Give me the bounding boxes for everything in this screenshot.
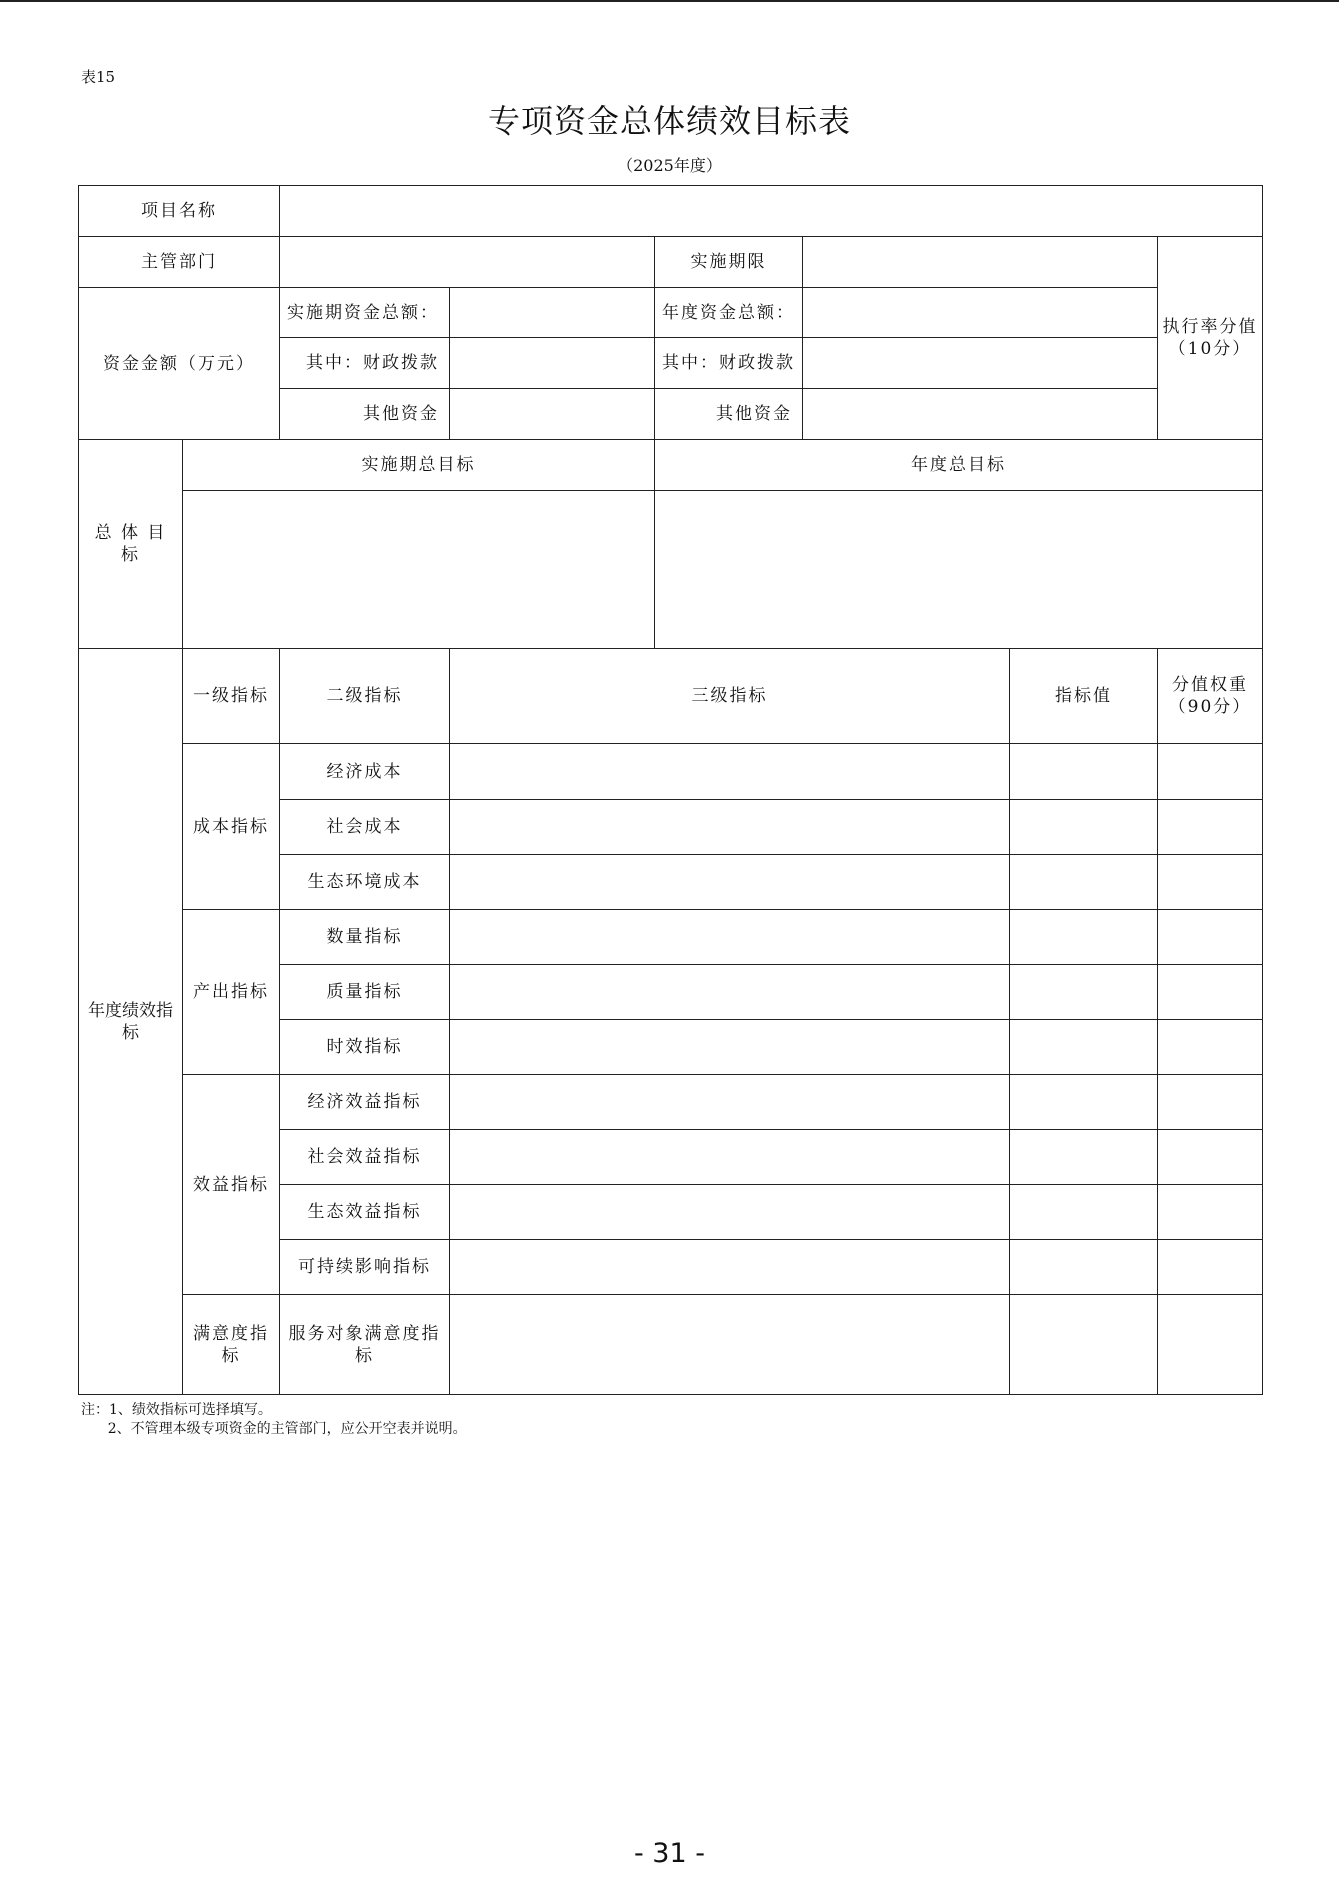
indicator-item-label: 质量指标 (280, 965, 450, 1020)
indicator-group-label: 产出指标 (183, 910, 280, 1075)
level3-cell[interactable] (450, 800, 1010, 855)
value-cell[interactable] (1010, 1240, 1158, 1295)
other-funds2-label: 其他资金 (655, 389, 803, 440)
level3-cell[interactable] (450, 1020, 1010, 1075)
fiscal-label: 其中：财政拨款 (280, 338, 450, 389)
value-cell[interactable] (1010, 910, 1158, 965)
weight-cell[interactable] (1158, 1075, 1263, 1130)
weight-header: 分值权重（90分） (1158, 649, 1263, 744)
other-funds2-value[interactable] (803, 389, 1158, 440)
weight-cell[interactable] (1158, 1185, 1263, 1240)
note-line: 2、不管理本级专项资金的主管部门，应公开空表并说明。 (81, 1421, 467, 1437)
weight-cell[interactable] (1158, 744, 1263, 800)
level3-cell[interactable] (450, 1240, 1010, 1295)
level3-cell[interactable] (450, 855, 1010, 910)
note-line: 注：1、绩效指标可选择填写。 (81, 1402, 272, 1418)
other-funds-label: 其他资金 (280, 389, 450, 440)
annual-goal-value[interactable] (655, 491, 1263, 649)
overall-goal-label: 总 体 目 标 (79, 440, 183, 649)
indicator-group-label: 效益指标 (183, 1075, 280, 1295)
weight-cell[interactable] (1158, 965, 1263, 1020)
top-border-line (0, 0, 1339, 2)
indicator-item-label: 数量指标 (280, 910, 450, 965)
page-number: - 31 - (633, 1838, 705, 1869)
period-goal-header: 实施期总目标 (183, 440, 655, 491)
dept-value[interactable] (280, 237, 655, 288)
value-cell[interactable] (1010, 800, 1158, 855)
indicator-group-label: 满意度指标 (183, 1295, 280, 1395)
indicator-item-label: 社会成本 (280, 800, 450, 855)
indicator-item-label: 社会效益指标 (280, 1130, 450, 1185)
level3-cell[interactable] (450, 1130, 1010, 1185)
fiscal-year: （2025年度） (617, 156, 722, 175)
project-name-value[interactable] (280, 186, 1263, 237)
table-number: 表15 (81, 68, 116, 86)
dept-label: 主管部门 (79, 237, 280, 288)
project-name-label: 项目名称 (79, 186, 280, 237)
annual-indicators-label: 年度绩效指标 (79, 649, 183, 1395)
level3-header: 三级指标 (450, 649, 1010, 744)
value-header: 指标值 (1010, 649, 1158, 744)
fiscal2-label: 其中：财政拨款 (655, 338, 803, 389)
fiscal-value[interactable] (450, 338, 655, 389)
value-cell[interactable] (1010, 855, 1158, 910)
weight-cell[interactable] (1158, 1295, 1263, 1395)
period-total-value[interactable] (450, 288, 655, 338)
value-cell[interactable] (1010, 1020, 1158, 1075)
value-cell[interactable] (1010, 1075, 1158, 1130)
level1-header: 一级指标 (183, 649, 280, 744)
annual-total-value[interactable] (803, 288, 1158, 338)
level3-cell[interactable] (450, 744, 1010, 800)
level3-cell[interactable] (450, 1075, 1010, 1130)
weight-cell[interactable] (1158, 1020, 1263, 1075)
indicator-item-label: 经济效益指标 (280, 1075, 450, 1130)
fiscal2-value[interactable] (803, 338, 1158, 389)
indicator-item-label: 可持续影响指标 (280, 1240, 450, 1295)
value-cell[interactable] (1010, 965, 1158, 1020)
weight-cell[interactable] (1158, 1130, 1263, 1185)
level3-cell[interactable] (450, 910, 1010, 965)
indicator-item-label: 生态效益指标 (280, 1185, 450, 1240)
annual-total-label: 年度资金总额： (655, 288, 803, 338)
weight-cell[interactable] (1158, 800, 1263, 855)
indicator-item-label: 服务对象满意度指标 (280, 1295, 450, 1395)
period-total-label: 实施期资金总额： (280, 288, 450, 338)
weight-cell[interactable] (1158, 910, 1263, 965)
indicator-item-label: 时效指标 (280, 1020, 450, 1075)
level3-cell[interactable] (450, 1295, 1010, 1395)
notes (81, 1401, 467, 1439)
page-title: 专项资金总体绩效目标表 (487, 102, 851, 140)
level3-cell[interactable] (450, 965, 1010, 1020)
indicator-item-label: 生态环境成本 (280, 855, 450, 910)
weight-cell[interactable] (1158, 855, 1263, 910)
performance-target-table (78, 185, 1263, 1395)
weight-cell[interactable] (1158, 1240, 1263, 1295)
period-goal-value[interactable] (183, 491, 655, 649)
value-cell[interactable] (1010, 1185, 1158, 1240)
other-funds-value[interactable] (450, 389, 655, 440)
value-cell[interactable] (1010, 1130, 1158, 1185)
exec-rate-label: 执行率分值（10分） (1158, 237, 1263, 440)
indicator-group-label: 成本指标 (183, 744, 280, 910)
level3-cell[interactable] (450, 1185, 1010, 1240)
period-label: 实施期限 (655, 237, 803, 288)
funds-label: 资金金额（万元） (79, 288, 280, 440)
level2-header: 二级指标 (280, 649, 450, 744)
value-cell[interactable] (1010, 744, 1158, 800)
annual-goal-header: 年度总目标 (655, 440, 1263, 491)
period-value[interactable] (803, 237, 1158, 288)
value-cell[interactable] (1010, 1295, 1158, 1395)
indicator-item-label: 经济成本 (280, 744, 450, 800)
